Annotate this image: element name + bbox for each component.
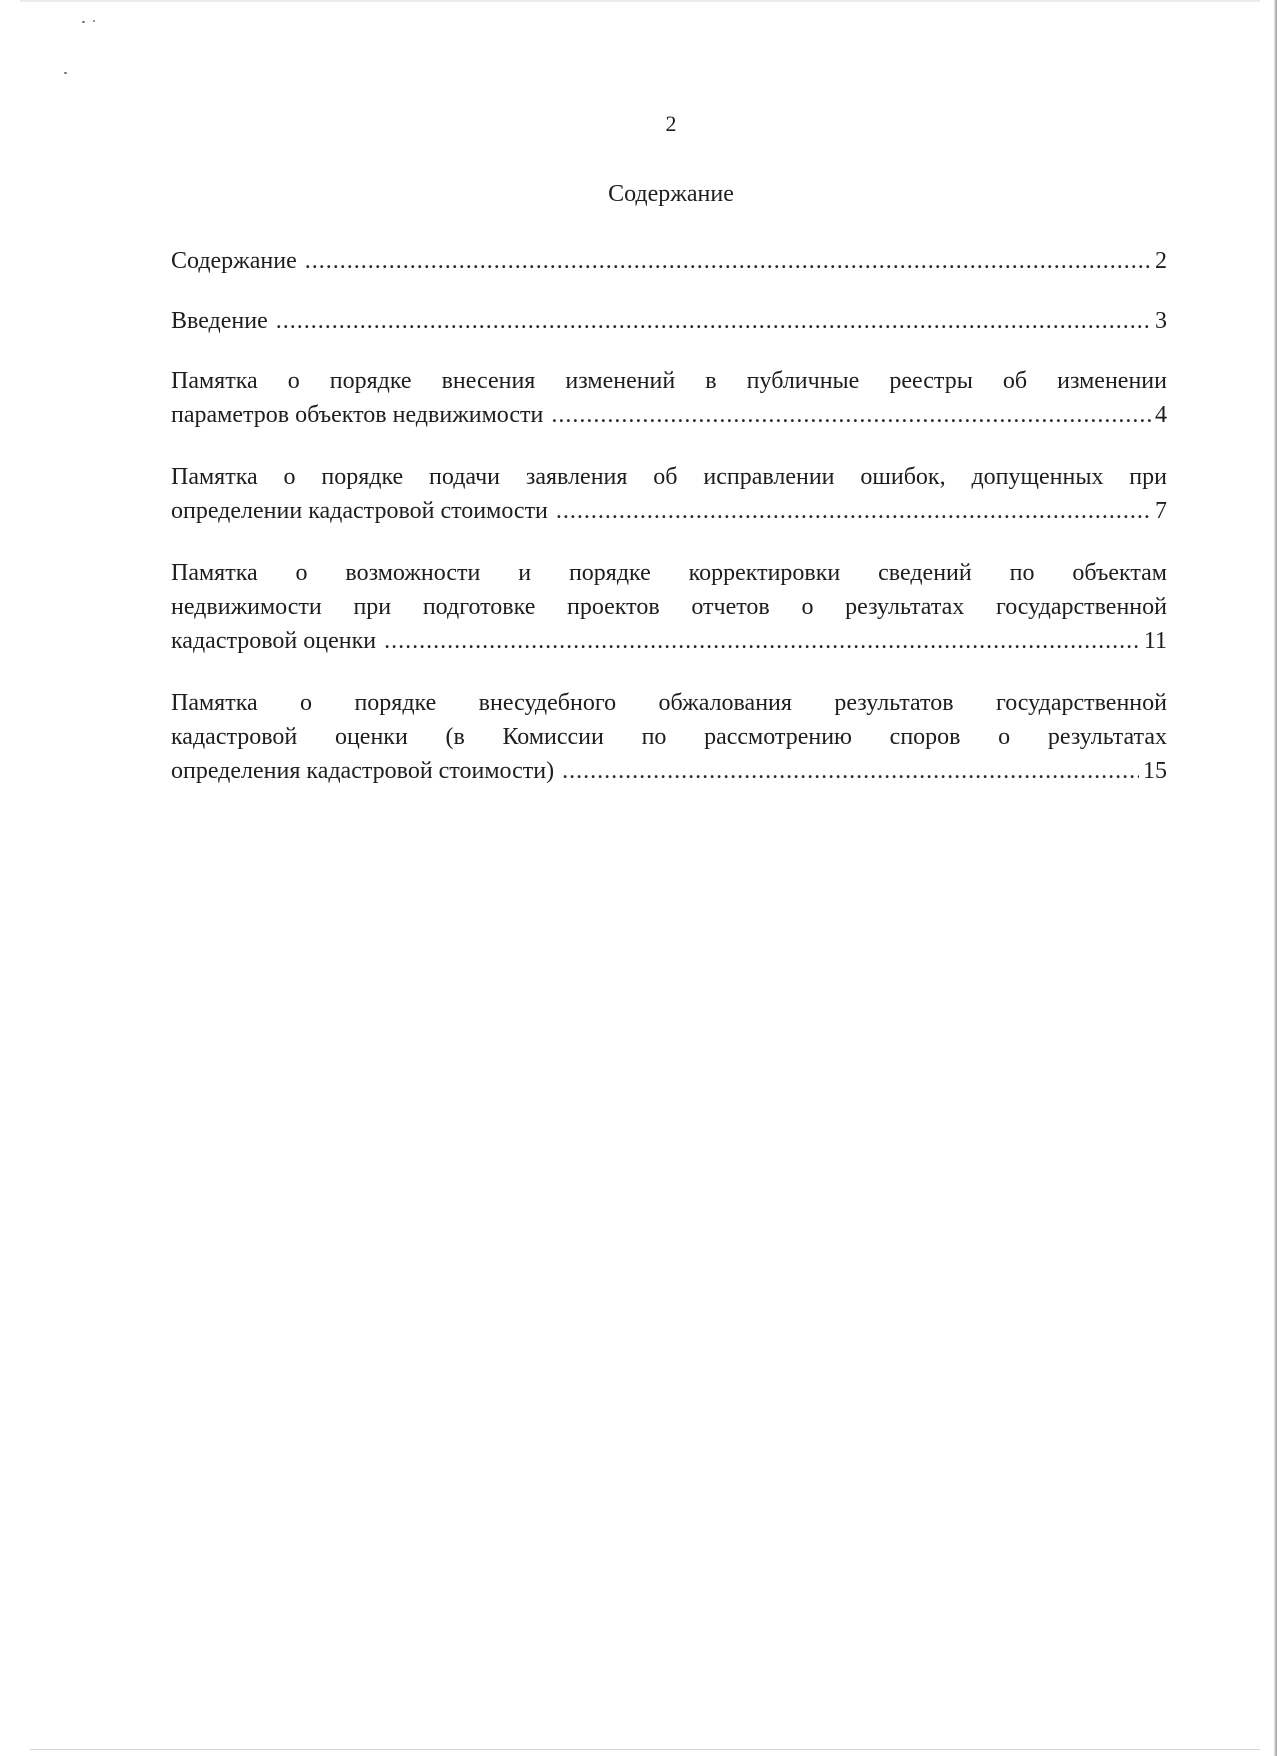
toc-entry-page: 7 [1155, 498, 1167, 524]
toc-entry-page: 11 [1143, 628, 1167, 654]
scan-speck [82, 21, 85, 23]
dot-leader [305, 244, 1151, 278]
scan-edge-top [20, 0, 1260, 2]
toc-entry-page: 4 [1155, 402, 1167, 428]
toc-entry-page: 3 [1155, 308, 1167, 334]
dot-leader [276, 304, 1151, 338]
toc-entry-page: 15 [1143, 758, 1167, 784]
toc-entry-line: Памятка о возможности и порядке корректировки сведений по объектам [171, 560, 1167, 586]
toc-entry-line: недвижимости при подготовке проектов отчетов о результатах государственной [171, 594, 1167, 620]
toc-entry-title: определения кадастровой стоимости) [171, 758, 555, 784]
scan-speck [64, 72, 67, 74]
toc-entry-title: Введение [171, 308, 268, 334]
toc-entry-title: определении кадастровой стоимости [171, 498, 548, 524]
toc-entry-title: кадастровой оценки [171, 628, 377, 654]
toc-entry-page: 2 [1155, 248, 1167, 274]
toc-entry[interactable] [171, 304, 1167, 338]
toc-entry-title: Содержание [171, 248, 297, 274]
page-number: 2 [665, 111, 677, 136]
toc-entry[interactable] [171, 686, 1167, 788]
dot-leader [556, 494, 1151, 528]
toc-title: Содержание [608, 181, 734, 207]
toc-entry-line [171, 244, 1167, 278]
toc-entry-line: кадастровой оценки (в Комиссии по рассмотрению споров о результатах [171, 724, 1167, 750]
toc-entry[interactable] [171, 364, 1167, 432]
toc-entry[interactable] [171, 556, 1167, 658]
toc-entry-line [171, 304, 1167, 338]
toc-entry-line: Памятка о порядке внесения изменений в публичные реестры об изменении [171, 368, 1167, 394]
toc-entry-line: Памятка о порядке внесудебного обжалования результатов государственной [171, 690, 1167, 716]
dot-leader [562, 754, 1139, 788]
dot-leader [384, 624, 1140, 658]
toc-entry-line [171, 494, 1167, 528]
dot-leader [551, 398, 1151, 432]
toc-entry-title: параметров объектов недвижимости [171, 402, 544, 428]
toc-entry[interactable] [171, 460, 1167, 528]
table-of-contents [171, 244, 1167, 816]
toc-entry-line [171, 624, 1167, 658]
toc-entry-line [171, 398, 1167, 432]
scan-edge-bottom [30, 1749, 1260, 1750]
scan-speck [93, 20, 95, 22]
toc-entry[interactable] [171, 244, 1167, 278]
toc-entry-line [171, 754, 1167, 788]
toc-entry-line: Памятка о порядке подачи заявления об исправлении ошибок, допущенных при [171, 464, 1167, 490]
